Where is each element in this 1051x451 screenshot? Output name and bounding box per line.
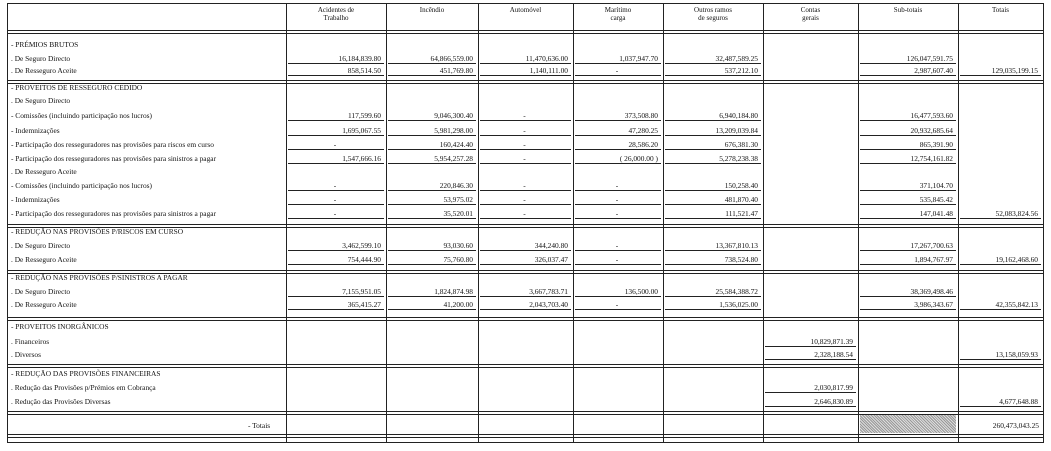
row-value: - [333, 181, 337, 190]
cell-underline [388, 120, 476, 121]
cell-underline [480, 149, 571, 150]
column-divider [478, 4, 479, 442]
cell-underline [575, 204, 661, 205]
row-value: 9,046,300.40 [434, 111, 473, 120]
row-value: 535,845.42 [919, 195, 953, 204]
row-value: 16,184,839.80 [338, 54, 381, 63]
row-label: . Redução das Provisões p/Prémios em Cobrança [11, 383, 156, 392]
column-header: Totais [991, 6, 1009, 14]
cell-underline [665, 264, 761, 265]
row-value: - [523, 154, 526, 163]
cell-underline [288, 163, 384, 164]
row-value: 41,200.00 [443, 300, 473, 309]
row-value: 537,212.10 [724, 66, 758, 75]
cell-underline [288, 264, 384, 265]
row-value: 5,981,298.00 [434, 126, 473, 135]
cell-underline [665, 135, 761, 136]
row-value: 19,162,468.60 [995, 255, 1038, 264]
section-rule [8, 270, 1043, 271]
row-value: 111,521.47 [725, 209, 758, 218]
cell-underline [860, 218, 956, 219]
section-rule [8, 224, 1043, 225]
cell-underline [288, 120, 384, 121]
row-value: 373,508.80 [624, 111, 658, 120]
row-value: 126,047,591.75 [906, 54, 953, 63]
row-value: 865,391.90 [919, 140, 953, 149]
cell-underline [860, 149, 956, 150]
row-value: 6,940,184.80 [719, 111, 758, 120]
cell-underline [960, 218, 1041, 219]
row-value: 13,209,039.84 [715, 126, 758, 135]
row-value: 754,444.90 [347, 255, 381, 264]
row-value: 35,520.01 [443, 209, 473, 218]
cell-underline [575, 120, 661, 121]
row-value: - [523, 209, 526, 218]
cell-underline [480, 204, 571, 205]
row-value: 17,267,700.63 [910, 241, 953, 250]
row-value: 16,477,593.60 [910, 111, 953, 120]
cell-underline [388, 149, 476, 150]
cell-underline [960, 75, 1041, 76]
row-label: - Participação dos resseguradores nas provisões para sinistros a pagar [11, 154, 217, 163]
column-header: Incêndio [419, 6, 445, 14]
cell-underline [288, 309, 384, 310]
row-label: - PROVEITOS INORGÂNICOS [11, 322, 109, 331]
row-value: 150,258.40 [724, 181, 758, 190]
row-value: - [615, 241, 619, 250]
cell-underline [288, 63, 384, 64]
cell-underline [665, 149, 761, 150]
cell-underline [665, 190, 761, 191]
column-divider [858, 4, 859, 442]
row-value: 1,547,666.16 [342, 154, 381, 163]
row-value: 1,695,067.55 [342, 126, 381, 135]
section-rule [8, 80, 1043, 81]
cell-underline [665, 309, 761, 310]
row-value: 2,043,703.40 [529, 300, 568, 309]
section-rule [8, 411, 1043, 412]
row-value: 2,030,817.99 [814, 383, 853, 392]
header-rule [8, 33, 1043, 34]
row-value: 20,932,685.64 [910, 126, 953, 135]
row-label: - Indemnizações [11, 126, 60, 135]
cell-underline [480, 163, 571, 164]
cell-underline [575, 250, 661, 251]
section-rule [8, 317, 1043, 318]
row-value: 38,369,498.46 [910, 287, 953, 296]
row-label: . De Resseguro Aceite [11, 255, 77, 264]
cell-underline [575, 296, 661, 297]
column-header: Marítimo carga [604, 6, 632, 22]
row-label: - Participação dos resseguradores nas provisões para sinistros a pagar [11, 209, 217, 218]
cell-underline [765, 406, 856, 407]
row-value: - [615, 66, 619, 75]
row-label: . De Seguro Directo [11, 96, 71, 105]
row-value: 5,278,238.38 [719, 154, 758, 163]
cell-underline [288, 135, 384, 136]
cell-underline [388, 250, 476, 251]
row-value: 160,424.40 [439, 140, 473, 149]
cell-underline [288, 204, 384, 205]
header-rule [8, 30, 1043, 31]
row-value: 7,155,951.05 [342, 287, 381, 296]
row-value: ( 26,000.00 ) [619, 154, 658, 163]
row-value: 32,487,589.25 [715, 54, 758, 63]
row-value: - [615, 181, 619, 190]
cell-underline [860, 120, 956, 121]
row-label: . De Resseguro Aceite [11, 300, 77, 309]
section-rule [8, 364, 1043, 365]
cell-underline [480, 75, 571, 76]
row-label: . Redução das Provisões Diversas [11, 397, 111, 406]
row-label: - PRÉMIOS BRUTOS [11, 40, 79, 49]
cell-underline [765, 392, 856, 393]
column-header: Automóvel [509, 6, 542, 14]
row-value: - [523, 126, 526, 135]
row-value: - [523, 140, 526, 149]
row-value: 117,599.60 [348, 111, 381, 120]
row-label: - PROVEITOS DE RESSEGURO CEDIDO [11, 83, 143, 92]
cell-underline [480, 309, 571, 310]
row-value: 10,829,871.39 [810, 337, 853, 346]
cell-underline [388, 204, 476, 205]
cell-underline [860, 309, 956, 310]
column-header: Sub-totais [893, 6, 923, 14]
cell-underline [480, 296, 571, 297]
column-header: Contas gerais [800, 6, 821, 22]
row-label: - Comissões (incluindo participação nos lucros) [11, 111, 153, 120]
cell-underline [860, 190, 956, 191]
row-value: 220,846.30 [439, 181, 473, 190]
cell-underline [860, 135, 956, 136]
cell-underline [480, 120, 571, 121]
row-value: 13,367,810.13 [715, 241, 758, 250]
row-value: 47,280.25 [628, 126, 658, 135]
cell-underline [388, 264, 476, 265]
row-value: 1,894,767.97 [914, 255, 953, 264]
row-value: 1,536,025.00 [719, 300, 758, 309]
cell-underline [388, 309, 476, 310]
row-value: 481,870.40 [724, 195, 758, 204]
totals-label: - Totais [248, 421, 271, 430]
cell-underline [665, 218, 761, 219]
footer-rule [8, 437, 1043, 438]
row-value: 451,769.80 [439, 66, 473, 75]
cell-underline [388, 75, 476, 76]
cell-underline [575, 218, 661, 219]
row-value: 371,104.70 [919, 181, 953, 190]
grand-total: 260,473,043.25 [992, 421, 1039, 430]
column-divider [763, 4, 764, 442]
column-divider [573, 4, 574, 442]
cell-underline [288, 75, 384, 76]
cell-underline [575, 190, 661, 191]
row-label: . De Resseguro Aceite [11, 167, 77, 176]
section-rule [8, 320, 1043, 321]
row-value: 326,037.47 [534, 255, 568, 264]
row-value: 129,035,199.15 [991, 66, 1038, 75]
row-value: 3,986,343.67 [914, 300, 953, 309]
cell-underline [388, 163, 476, 164]
cell-underline [960, 406, 1041, 407]
cell-underline [665, 204, 761, 205]
cell-underline [665, 250, 761, 251]
cell-underline [388, 296, 476, 297]
cell-underline [765, 359, 856, 360]
cell-underline [960, 264, 1041, 265]
cell-underline [665, 120, 761, 121]
row-label: - REDUÇÃO NAS PROVISÕES P/SINISTROS A PAGAR [11, 273, 188, 282]
cell-underline [388, 218, 476, 219]
cell-underline [575, 163, 661, 164]
cell-underline [960, 359, 1041, 360]
row-value: 858,514.50 [347, 66, 381, 75]
row-value: 1,140,111.00 [529, 66, 568, 75]
cell-underline [288, 296, 384, 297]
row-value: 344,240.80 [534, 241, 568, 250]
cell-underline [288, 149, 384, 150]
row-value: 11,470,636.00 [525, 54, 568, 63]
cell-underline [665, 296, 761, 297]
row-value: 93,030.60 [443, 241, 473, 250]
cell-underline [575, 309, 661, 310]
cell-underline [860, 204, 956, 205]
column-divider [286, 4, 287, 442]
accounts-table [7, 3, 1044, 443]
cell-underline [575, 75, 661, 76]
cell-underline [480, 264, 571, 265]
row-value: 52,083,824.56 [995, 209, 1038, 218]
section-rule [8, 83, 1043, 84]
cell-underline [665, 75, 761, 76]
row-label: . Financeiros [11, 337, 50, 346]
cell-underline [860, 250, 956, 251]
row-value: 64,866,559.00 [430, 54, 473, 63]
row-value: 42,355,842.13 [995, 300, 1038, 309]
row-value: 5,954,257.28 [434, 154, 473, 163]
row-value: 3,462,599.10 [342, 241, 381, 250]
row-value: 1,824,874.98 [434, 287, 473, 296]
row-value: 136,500.00 [624, 287, 658, 296]
row-label: - Indemnizações [11, 195, 60, 204]
cell-underline [575, 264, 661, 265]
row-label: . De Seguro Directo [11, 54, 71, 63]
row-value: - [333, 140, 337, 149]
cell-underline [860, 75, 956, 76]
column-header: Acidentes de Trabalho [317, 6, 355, 22]
cell-underline [480, 190, 571, 191]
row-value: 147,041.48 [919, 209, 953, 218]
cell-underline [575, 63, 661, 64]
cell-underline [480, 63, 571, 64]
row-value: - [615, 300, 619, 309]
column-divider [663, 4, 664, 442]
row-value: - [615, 255, 619, 264]
row-value: 13,158,059.93 [995, 350, 1038, 359]
shaded-cell [860, 415, 956, 433]
row-value: 676,381.30 [724, 140, 758, 149]
cell-underline [860, 296, 956, 297]
cell-underline [860, 63, 956, 64]
column-header: Outros ramos de seguros [694, 6, 732, 22]
column-divider [958, 4, 959, 442]
cell-underline [288, 190, 384, 191]
row-value: - [523, 181, 526, 190]
cell-underline [480, 135, 571, 136]
cell-underline [665, 163, 761, 164]
row-label: - REDUÇÃO DAS PROVISÕES FINANCEIRAS [11, 369, 161, 378]
row-value: 75,760.80 [443, 255, 473, 264]
row-value: 365,415.27 [347, 300, 381, 309]
cell-underline [388, 190, 476, 191]
row-label: - REDUÇÃO NAS PROVISÕES P/RISCOS EM CURSO [11, 227, 184, 236]
row-value: - [615, 209, 619, 218]
row-label: . De Resseguro Aceite [11, 66, 77, 75]
row-value: 25,584,388.72 [715, 287, 758, 296]
row-value: - [333, 209, 337, 218]
cell-underline [665, 63, 761, 64]
row-value: 3,667,783.71 [529, 287, 568, 296]
row-value: - [523, 195, 526, 204]
row-label: - Participação dos resseguradores nas provisões para riscos em curso [11, 140, 214, 149]
cell-underline [575, 135, 661, 136]
cell-underline [388, 63, 476, 64]
section-rule [8, 367, 1043, 368]
cell-underline [860, 264, 956, 265]
cell-underline [288, 250, 384, 251]
row-value: 12,754,161.82 [910, 154, 953, 163]
cell-underline [480, 218, 571, 219]
row-value: 2,328,188.54 [814, 350, 853, 359]
row-value: 4,677,648.88 [999, 397, 1038, 406]
row-value: 28,586.20 [628, 140, 658, 149]
cell-underline [765, 346, 856, 347]
row-value: - [615, 195, 619, 204]
row-value: 738,524.80 [724, 255, 758, 264]
row-value: 2,987,607.40 [914, 66, 953, 75]
column-divider [386, 4, 387, 442]
row-label: . De Seguro Directo [11, 241, 71, 250]
row-label: - Comissões (incluindo participação nos lucros) [11, 181, 153, 190]
row-value: - [523, 111, 526, 120]
cell-underline [388, 135, 476, 136]
cell-underline [960, 309, 1041, 310]
row-value: 2,646,830.89 [814, 397, 853, 406]
footer-rule [8, 434, 1043, 435]
row-value: - [333, 195, 337, 204]
cell-underline [575, 149, 661, 150]
cell-underline [860, 163, 956, 164]
row-value: 1,037,947.70 [619, 54, 658, 63]
row-value: 53,975.02 [443, 195, 473, 204]
cell-underline [288, 218, 384, 219]
cell-underline [480, 250, 571, 251]
row-label: . De Seguro Directo [11, 287, 71, 296]
row-label: . Diversos [11, 350, 41, 359]
